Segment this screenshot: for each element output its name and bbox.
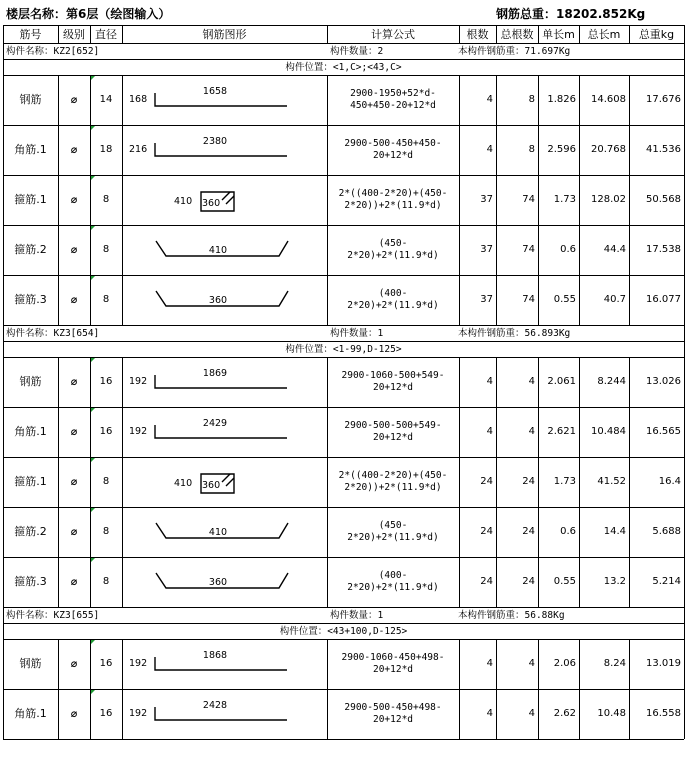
bar-total-count: 74 bbox=[522, 294, 535, 305]
rebar-grade: ⌀ bbox=[70, 425, 78, 438]
bar-count: 37 bbox=[480, 294, 493, 305]
rebar-id: 角筋.1 bbox=[14, 425, 47, 438]
bar-count: 37 bbox=[480, 244, 493, 255]
total-weight-kg: 5.214 bbox=[652, 576, 681, 587]
column-header: 总重kg bbox=[638, 28, 675, 41]
rebar-shape-drawing bbox=[122, 225, 327, 275]
rebar-diameter: 16 bbox=[99, 426, 113, 437]
calc-formula bbox=[327, 88, 459, 112]
stirrup-height: 360 bbox=[202, 480, 221, 491]
total-length: 10.48 bbox=[597, 708, 626, 719]
rebar-l-bar bbox=[155, 707, 287, 720]
rebar-left-length: 168 bbox=[129, 94, 148, 105]
grid-line bbox=[579, 25, 580, 43]
tie-bar bbox=[156, 291, 288, 306]
total-length: 20.768 bbox=[591, 144, 626, 155]
grid-line bbox=[684, 43, 685, 59]
bar-total-count: 74 bbox=[522, 194, 535, 205]
formula-line: (450- bbox=[378, 520, 408, 531]
cell-comment-marker bbox=[91, 226, 95, 230]
formula-line: 20+12*d bbox=[372, 382, 414, 393]
grid-line bbox=[3, 341, 684, 342]
grid-line bbox=[3, 125, 684, 126]
rebar-shape-drawing bbox=[122, 75, 327, 125]
cell-comment-marker bbox=[91, 458, 95, 462]
rebar-diameter: 8 bbox=[102, 526, 110, 537]
rebar-diameter: 18 bbox=[99, 144, 113, 155]
unit-length: 2.06 bbox=[553, 658, 576, 669]
column-header: 直径 bbox=[95, 28, 117, 41]
rebar-l-bar bbox=[155, 143, 287, 156]
grid-line bbox=[3, 59, 684, 60]
bar-count: 4 bbox=[486, 376, 493, 387]
total-weight-kg: 16.565 bbox=[646, 426, 681, 437]
grid-line bbox=[3, 225, 684, 226]
rebar-shape-drawing bbox=[122, 125, 327, 175]
rebar-dimension: 1869 bbox=[202, 368, 228, 379]
bar-count: 4 bbox=[486, 708, 493, 719]
column-header: 总长m bbox=[587, 28, 621, 41]
grid-line bbox=[3, 325, 684, 326]
rebar-grade: ⌀ bbox=[70, 657, 78, 670]
rebar-grade: ⌀ bbox=[70, 525, 78, 538]
stirrup-width: 410 bbox=[174, 478, 193, 489]
floor-title: 楼层名称：第6层（绘图输入） bbox=[6, 7, 171, 21]
rebar-left-length: 192 bbox=[129, 426, 148, 437]
grid-line bbox=[684, 325, 685, 341]
rebar-shape-drawing bbox=[122, 639, 327, 689]
rebar-left-length: 192 bbox=[129, 708, 148, 719]
component-weight: 本构件钢筋重：56.893Kg bbox=[458, 328, 571, 339]
unit-length: 2.621 bbox=[547, 426, 576, 437]
bar-total-count: 74 bbox=[522, 244, 535, 255]
formula-line: 20+12*d bbox=[372, 714, 414, 725]
grid-line bbox=[3, 607, 4, 623]
grid-line bbox=[3, 275, 684, 276]
tie-dimension: 360 bbox=[208, 295, 228, 306]
rebar-diameter: 16 bbox=[99, 708, 113, 719]
rebar-diameter: 8 bbox=[102, 244, 110, 255]
grid-line bbox=[3, 25, 684, 26]
rebar-grade: ⌀ bbox=[70, 575, 78, 588]
calc-formula bbox=[327, 520, 459, 544]
stirrup-height: 360 bbox=[202, 198, 221, 209]
grid-line bbox=[684, 225, 685, 275]
component-position: 构件位置：<1-99,D-125> bbox=[285, 344, 402, 355]
grid-line bbox=[3, 25, 4, 43]
grid-line bbox=[3, 43, 684, 44]
unit-length: 0.55 bbox=[553, 294, 576, 305]
bar-count: 4 bbox=[486, 94, 493, 105]
bar-total-count: 4 bbox=[528, 376, 535, 387]
formula-line: 2900-500-450+450- bbox=[344, 138, 442, 149]
grid-line bbox=[3, 557, 684, 558]
rebar-grade: ⌀ bbox=[70, 707, 78, 720]
rebar-grade: ⌀ bbox=[70, 193, 78, 206]
bar-total-count: 4 bbox=[528, 426, 535, 437]
bar-count: 24 bbox=[480, 476, 493, 487]
unit-length: 1.73 bbox=[553, 194, 576, 205]
rebar-id: 箍筋.3 bbox=[14, 293, 47, 306]
rebar-shape-drawing bbox=[122, 357, 327, 407]
formula-line: 2*((400-2*20)+(450- bbox=[338, 470, 448, 481]
cell-comment-marker bbox=[91, 508, 95, 512]
grid-line bbox=[90, 25, 91, 43]
grid-line bbox=[3, 407, 684, 408]
grid-line bbox=[684, 125, 685, 175]
component-count: 构件数量：1 bbox=[330, 328, 384, 339]
rebar-grade: ⌀ bbox=[70, 93, 78, 106]
component-count: 构件数量：2 bbox=[330, 46, 384, 57]
total-length: 128.02 bbox=[591, 194, 626, 205]
grid-line bbox=[684, 275, 685, 325]
bar-total-count: 4 bbox=[528, 658, 535, 669]
component-name: 构件名称：KZ3[655] bbox=[6, 610, 100, 621]
total-weight-kg: 5.688 bbox=[652, 526, 681, 537]
total-weight-kg: 16.4 bbox=[658, 476, 681, 487]
total-length: 14.4 bbox=[603, 526, 626, 537]
rebar-shape-drawing bbox=[122, 175, 327, 225]
cell-comment-marker bbox=[91, 408, 95, 412]
calc-formula bbox=[327, 288, 459, 312]
bar-total-count: 8 bbox=[528, 94, 535, 105]
grid-line bbox=[684, 457, 685, 507]
rebar-l-bar bbox=[155, 93, 287, 106]
bar-count: 24 bbox=[480, 576, 493, 587]
column-header: 根数 bbox=[466, 28, 489, 41]
rebar-grade: ⌀ bbox=[70, 243, 78, 256]
grid-line bbox=[3, 607, 684, 608]
total-weight-kg: 13.026 bbox=[646, 376, 681, 387]
formula-line: (400- bbox=[378, 570, 408, 581]
unit-length: 0.6 bbox=[560, 526, 576, 537]
calc-formula bbox=[327, 188, 459, 212]
grid-line bbox=[3, 175, 684, 176]
tie-dimension: 360 bbox=[208, 577, 228, 588]
grid-line bbox=[3, 623, 684, 624]
total-length: 10.484 bbox=[591, 426, 626, 437]
rebar-diameter: 8 bbox=[102, 194, 110, 205]
total-weight: 钢筋总重：18202.852Kg bbox=[496, 7, 646, 21]
column-header: 计算公式 bbox=[371, 28, 415, 41]
grid-line bbox=[3, 75, 684, 76]
grid-line bbox=[629, 25, 630, 43]
unit-length: 1.826 bbox=[547, 94, 576, 105]
grid-line bbox=[327, 25, 328, 43]
rebar-l-bar bbox=[155, 425, 287, 438]
component-position: 构件位置：<43+100,D-125> bbox=[279, 626, 408, 637]
rebar-grade: ⌀ bbox=[70, 475, 78, 488]
rebar-dimension: 2429 bbox=[202, 418, 228, 429]
rebar-diameter: 16 bbox=[99, 658, 113, 669]
rebar-diameter: 8 bbox=[102, 294, 110, 305]
formula-line: (400- bbox=[378, 288, 408, 299]
unit-length: 2.62 bbox=[553, 708, 576, 719]
rebar-id: 箍筋.1 bbox=[14, 193, 47, 206]
column-header: 单长m bbox=[542, 28, 575, 41]
total-length: 8.244 bbox=[597, 376, 626, 387]
rebar-grade: ⌀ bbox=[70, 375, 78, 388]
total-weight-kg: 17.538 bbox=[646, 244, 681, 255]
grid-line bbox=[684, 689, 685, 739]
formula-line: 2900-1060-500+549- bbox=[341, 370, 445, 381]
formula-line: 2*20)+2*(11.9*d) bbox=[347, 582, 439, 593]
rebar-id: 箍筋.2 bbox=[14, 525, 47, 538]
total-length: 8.24 bbox=[603, 658, 626, 669]
total-weight-kg: 13.019 bbox=[646, 658, 681, 669]
tie-bar bbox=[156, 573, 288, 588]
total-length: 13.2 bbox=[603, 576, 626, 587]
rebar-l-bar bbox=[155, 375, 287, 388]
unit-length: 2.061 bbox=[547, 376, 576, 387]
rebar-id: 钢筋 bbox=[19, 375, 42, 388]
grid-line bbox=[459, 25, 460, 43]
formula-line: 20+12*d bbox=[372, 432, 414, 443]
bar-count: 4 bbox=[486, 658, 493, 669]
calc-formula bbox=[327, 238, 459, 262]
bar-count: 4 bbox=[486, 426, 493, 437]
calc-formula bbox=[327, 138, 459, 162]
grid-line bbox=[3, 325, 4, 341]
calc-formula bbox=[327, 702, 459, 726]
stirrup-hook bbox=[222, 192, 234, 204]
grid-line bbox=[684, 639, 685, 689]
total-weight-kg: 17.676 bbox=[646, 94, 681, 105]
stirrup-width: 410 bbox=[174, 196, 193, 207]
column-header: 总根数 bbox=[500, 28, 534, 41]
unit-length: 0.6 bbox=[560, 244, 576, 255]
component-weight: 本构件钢筋重：56.88Kg bbox=[458, 610, 565, 621]
tie-dimension: 410 bbox=[208, 245, 228, 256]
grid-line bbox=[3, 457, 684, 458]
component-name: 构件名称：KZ3[654] bbox=[6, 328, 100, 339]
grid-line bbox=[684, 75, 685, 125]
calc-formula bbox=[327, 370, 459, 394]
grid-line bbox=[684, 357, 685, 407]
rebar-shape-drawing bbox=[122, 507, 327, 557]
rebar-left-length: 192 bbox=[129, 376, 148, 387]
rebar-id: 角筋.1 bbox=[14, 143, 47, 156]
cell-comment-marker bbox=[91, 126, 95, 130]
grid-line bbox=[3, 43, 4, 59]
rebar-shape-drawing bbox=[122, 457, 327, 507]
formula-line: 2900-1060-450+498- bbox=[341, 652, 445, 663]
component-count: 构件数量：1 bbox=[330, 610, 384, 621]
bar-count: 4 bbox=[486, 144, 493, 155]
component-position: 构件位置：<1,C>;<43,C> bbox=[285, 62, 402, 73]
formula-line: 2900-500-450+498- bbox=[344, 702, 442, 713]
formula-line: 2*20)+2*(11.9*d) bbox=[347, 532, 439, 543]
grid-line bbox=[684, 341, 685, 357]
grid-line bbox=[3, 689, 684, 690]
formula-line: 2*20))+2*(11.9*d) bbox=[344, 482, 442, 493]
unit-length: 0.55 bbox=[553, 576, 576, 587]
grid-line bbox=[538, 25, 539, 43]
rebar-dimension: 1658 bbox=[202, 86, 228, 97]
rebar-id: 钢筋 bbox=[19, 657, 42, 670]
total-length: 44.4 bbox=[603, 244, 626, 255]
formula-line: 20+12*d bbox=[372, 664, 414, 675]
rebar-left-length: 192 bbox=[129, 658, 148, 669]
bar-total-count: 24 bbox=[522, 476, 535, 487]
formula-line: 2*20)+2*(11.9*d) bbox=[347, 250, 439, 261]
rebar-grade: ⌀ bbox=[70, 293, 78, 306]
rebar-diameter: 8 bbox=[102, 476, 110, 487]
tie-dimension: 410 bbox=[208, 527, 228, 538]
formula-line: 2*((400-2*20)+(450- bbox=[338, 188, 448, 199]
grid-line bbox=[122, 25, 123, 43]
formula-line: 450+450-20+12*d bbox=[350, 100, 436, 111]
rebar-dimension: 2380 bbox=[202, 136, 228, 147]
unit-length: 1.73 bbox=[553, 476, 576, 487]
rebar-id: 角筋.1 bbox=[14, 707, 47, 720]
grid-line bbox=[496, 25, 497, 43]
total-weight-kg: 41.536 bbox=[646, 144, 681, 155]
formula-line: 2*20)+2*(11.9*d) bbox=[347, 300, 439, 311]
rebar-shape-drawing bbox=[122, 689, 327, 739]
total-weight-kg: 16.077 bbox=[646, 294, 681, 305]
rebar-shape-drawing bbox=[122, 275, 327, 325]
calc-formula bbox=[327, 420, 459, 444]
column-header: 级别 bbox=[63, 28, 85, 41]
column-header: 筋号 bbox=[19, 28, 42, 41]
grid-line bbox=[684, 607, 685, 623]
calc-formula bbox=[327, 652, 459, 676]
cell-comment-marker bbox=[91, 558, 95, 562]
rebar-diameter: 8 bbox=[102, 576, 110, 587]
rebar-left-length: 216 bbox=[129, 144, 148, 155]
stirrup-hook bbox=[222, 474, 234, 486]
component-weight: 本构件钢筋重：71.697Kg bbox=[458, 46, 571, 57]
total-weight-kg: 16.558 bbox=[646, 708, 681, 719]
grid-line bbox=[58, 25, 59, 43]
rebar-id: 箍筋.2 bbox=[14, 243, 47, 256]
grid-line bbox=[3, 357, 684, 358]
calc-formula bbox=[327, 470, 459, 494]
total-length: 14.608 bbox=[591, 94, 626, 105]
formula-line: 2900-500-500+549- bbox=[344, 420, 442, 431]
rebar-diameter: 16 bbox=[99, 376, 113, 387]
calc-formula bbox=[327, 570, 459, 594]
formula-line: 20+12*d bbox=[372, 150, 414, 161]
bar-total-count: 4 bbox=[528, 708, 535, 719]
formula-line: 2*20))+2*(11.9*d) bbox=[344, 200, 442, 211]
total-length: 40.7 bbox=[603, 294, 626, 305]
grid-line bbox=[684, 557, 685, 607]
bar-count: 24 bbox=[480, 526, 493, 537]
rebar-l-bar bbox=[155, 657, 287, 670]
rebar-shape-drawing bbox=[122, 557, 327, 607]
grid-line bbox=[684, 623, 685, 639]
cell-comment-marker bbox=[91, 690, 95, 694]
grid-line bbox=[3, 739, 684, 740]
cell-comment-marker bbox=[91, 176, 95, 180]
tie-bar bbox=[156, 523, 288, 538]
rebar-grade: ⌀ bbox=[70, 143, 78, 156]
total-length: 41.52 bbox=[597, 476, 626, 487]
tie-bar bbox=[156, 241, 288, 256]
rebar-diameter: 14 bbox=[99, 94, 113, 105]
rebar-id: 箍筋.3 bbox=[14, 575, 47, 588]
bar-total-count: 24 bbox=[522, 526, 535, 537]
total-weight-kg: 50.568 bbox=[646, 194, 681, 205]
grid-line bbox=[684, 25, 685, 43]
grid-line bbox=[684, 507, 685, 557]
grid-line bbox=[684, 407, 685, 457]
component-name: 构件名称：KZ2[652] bbox=[6, 46, 100, 57]
bar-total-count: 24 bbox=[522, 576, 535, 587]
grid-line bbox=[684, 175, 685, 225]
rebar-id: 钢筋 bbox=[19, 93, 42, 106]
unit-length: 2.596 bbox=[547, 144, 576, 155]
grid-line bbox=[684, 59, 685, 75]
cell-comment-marker bbox=[91, 76, 95, 80]
bar-total-count: 8 bbox=[528, 144, 535, 155]
rebar-dimension: 2428 bbox=[202, 700, 228, 711]
cell-comment-marker bbox=[91, 640, 95, 644]
bar-count: 37 bbox=[480, 194, 493, 205]
formula-line: 2900-1950+52*d- bbox=[350, 88, 436, 99]
rebar-id: 箍筋.1 bbox=[14, 475, 47, 488]
cell-comment-marker bbox=[91, 358, 95, 362]
cell-comment-marker bbox=[91, 276, 95, 280]
grid-line bbox=[3, 639, 684, 640]
rebar-shape-drawing bbox=[122, 407, 327, 457]
rebar-dimension: 1868 bbox=[202, 650, 228, 661]
column-header: 钢筋图形 bbox=[202, 28, 247, 41]
formula-line: (450- bbox=[378, 238, 408, 249]
grid-line bbox=[3, 507, 684, 508]
